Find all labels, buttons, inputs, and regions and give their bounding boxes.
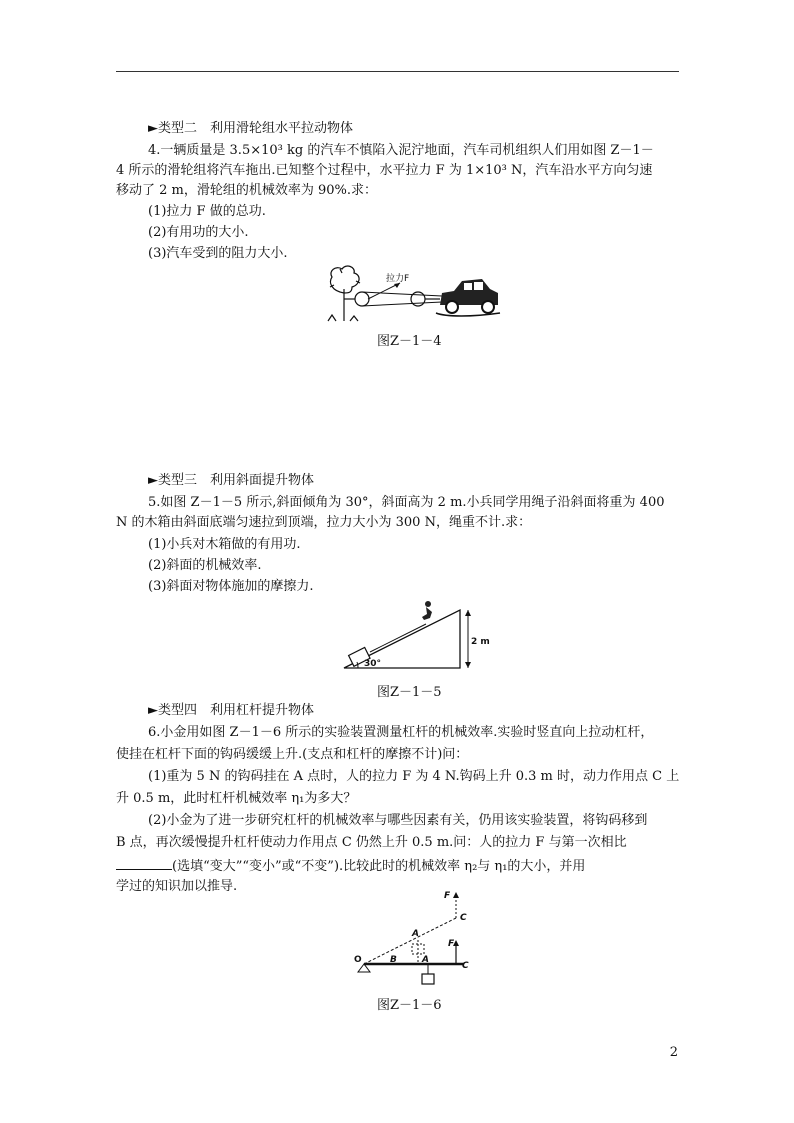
fixed-pulley [355,292,369,306]
header-rule [116,71,679,72]
q6-sub1-line-2: 升 0.5 m，此时杠杆机械效率 η₁为多大？ [116,791,357,806]
caption-z-1-6: 图Z－1－6 [377,998,442,1013]
label-f: F [448,939,455,949]
q6-sub2-line-3: (选填“变大”“变小”或“不变”).比较此时的机械效率 η₂与 η₁的大小，并用 [116,857,585,875]
pull-force-label: 拉力F [386,274,410,284]
q5-line-2: N 的木箱由斜面底端匀速拉到顶端，拉力大小为 300 N，绳重不计.求： [116,515,532,530]
lever-raised [364,918,456,964]
q4-sub-1: (1)拉力 F 做的总功. [148,204,266,219]
label-c-raised: C [460,913,467,923]
q4-line-1: 4.一辆质量是 3.5×10³ kg 的汽车不慎陷入泥泞地面，汽车司机组织人们用如图 Z－1－ [148,143,654,158]
caption-z-1-4: 图Z－1－4 [377,334,442,349]
hook-weight [422,974,434,984]
section-3-header: ►类型三 利用斜面提升物体 [148,473,314,488]
q5-sub-1: (1)小兵对木箱做的有用功. [148,537,301,552]
answer-blank[interactable] [116,857,172,870]
q4-line-2: 4 所示的滑轮组将汽车拖出.已知整个过程中，水平拉力 F 为 1×10³ N，汽车沿水平方向匀速 [116,163,653,178]
page-number: 2 [669,1045,678,1060]
figure-z-1-6 [352,888,482,990]
moving-pulley [411,292,425,306]
label-o: O [354,955,362,965]
angle-label: 30° [364,659,382,669]
section-4-header: ►类型四 利用杠杆提升物体 [148,703,314,718]
q6-line-2: 使挂在杠杆下面的钩码缓缓上升.(支点和杠杆的摩擦不计)问： [116,747,469,762]
label-a: A [422,955,429,965]
q4-sub-3: (3)汽车受到的阻力大小. [148,246,288,261]
q5-line-1: 5.如图 Z－1－5 所示,斜面倾角为 30°，斜面高为 2 m.小兵同学用绳子沿斜面将重为 400 [148,495,665,510]
q4-line-3: 移动了 2 m，滑轮组的机械效率为 90%.求： [116,183,378,198]
q6-sub2-line-1: (2)小金为了进一步研究杠杆的机械效率与哪些因素有关，仍用该实验装置，将钩码移到 [148,813,648,828]
label-a-raised: A [412,929,419,939]
figure-z-1-5 [340,600,490,672]
tree-icon [328,266,360,321]
figure-z-1-4 [322,263,502,325]
q6-line-1: 6.小金用如图 Z－1－6 所示的实验装置测量杠杆的机械效率.实验时竖直向上拉动杠杆， [148,725,654,740]
q5-sub-3: (3)斜面对物体施加的摩擦力. [148,579,314,594]
label-c: C [462,961,469,971]
label-b: B [390,955,397,965]
height-label: 2 m [471,637,490,647]
caption-z-1-5: 图Z－1－5 [377,685,442,700]
q5-sub-2: (2)斜面的机械效率. [148,558,262,573]
label-f-raised: F [444,891,451,901]
q4-sub-2: (2)有用功的大小. [148,225,249,240]
section-2-header: ►类型二 利用滑轮组水平拉动物体 [148,121,353,136]
q6-sub1-line-1: (1)重为 5 N 的钩码挂在 A 点时，人的拉力 F 为 4 N.钩码上升 0.3 m 时，动力作用点 C 上 [148,769,680,784]
person-icon [422,601,432,620]
q6-sub2-line-4: 学过的知识加以推导. [116,879,238,894]
car-icon [436,279,500,316]
q6-sub2-line-2: B 点，再次缓慢提升杠杆使动力作用点 C 仍然上升 0.5 m.问：人的拉力 F 与第一次相比 [116,835,627,850]
